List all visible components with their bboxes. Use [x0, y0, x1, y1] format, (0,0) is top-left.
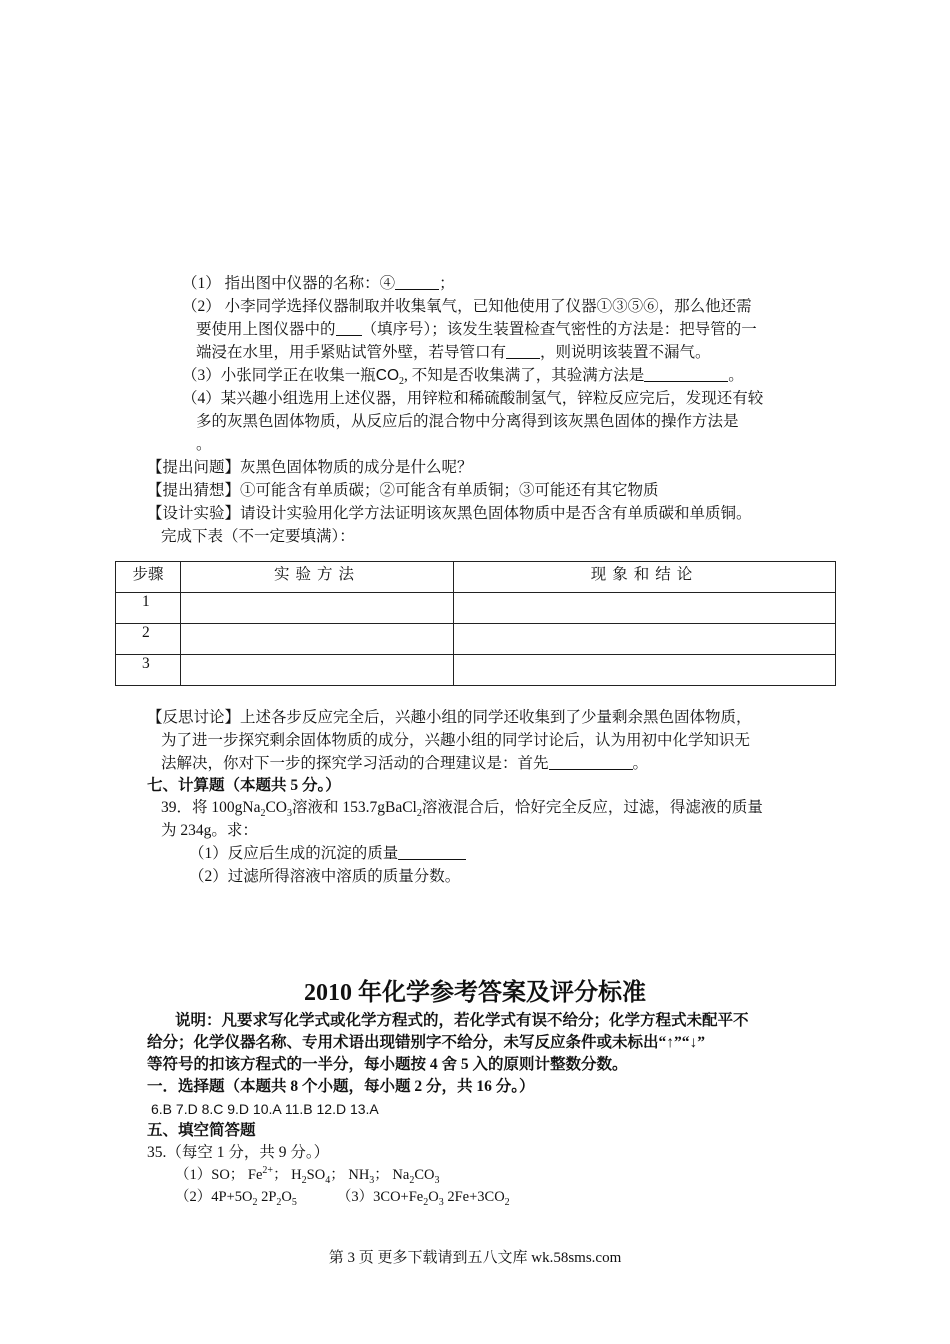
inquiry-question: 【提出问题】灰黑色固体物质的成分是什么呢？	[147, 459, 473, 476]
question-35-answer-1: （1）SO； $Fe^{2+}$； $H_2SO_4$； $NH_3$； $Na_2CO_3$	[175, 1165, 440, 1186]
step-number: 3	[116, 655, 181, 686]
question-39-line2: 为 234g。求：	[161, 822, 258, 839]
question-4-line3: 。	[196, 436, 212, 453]
inquiry-hypothesis: 【提出猜想】①可能含有单质碳；②可能含有单质铜；③可能还有其它物质	[147, 482, 659, 499]
answer-blank	[549, 754, 633, 770]
column-header-step: 步骤	[116, 562, 181, 593]
experiment-table	[115, 561, 836, 686]
question-3: （3）小张同学正在收集一瓶$CO_2$, 不知是否收集满了，其验满方法是 。	[182, 367, 744, 388]
answer-blank	[506, 343, 540, 359]
result-cell[interactable]	[454, 624, 836, 655]
table-row	[116, 593, 836, 624]
question-35-note: 35.（每空 1 分，共 9 分。）	[147, 1144, 330, 1161]
table-row	[116, 624, 836, 655]
answer-blank	[398, 844, 466, 860]
question-4-line2: 多的灰黑色固体物质，从反应后的混合物中分离得到该灰黑色固体的操作方法是	[196, 413, 739, 430]
result-cell[interactable]	[454, 655, 836, 686]
method-cell[interactable]	[181, 593, 454, 624]
column-header-method: 实验方法	[181, 562, 454, 593]
question-35-answer-2: $(2)4P+5O_2$ $2P_2O_5$ $(3)3CO+Fe_2O_3$ $2Fe+3CO_2$	[175, 1189, 510, 1208]
answer-blank	[644, 366, 728, 382]
answer-note-line1: 说明：凡要求写化学式或化学方程式的，若化学式有误不给分；化学方程式未配平不	[175, 1012, 749, 1029]
reflection-line2: 为了进一步探究剩余固体物质的成分，兴趣小组的同学讨论后，认为用初中化学知识无	[161, 732, 751, 749]
question-39-sub1: （1）反应后生成的沉淀的质量	[189, 844, 466, 864]
column-header-result: 现象和结论	[454, 562, 836, 593]
inquiry-design-note: 完成下表（不一定要填满）：	[161, 528, 355, 545]
inquiry-design: 【设计实验】请设计实验用化学方法证明该灰黑色固体物质中是否含有单质碳和单质铜。	[147, 505, 752, 522]
answer-note-line2: 给分；化学仪器名称、专用术语出现错别字不给分，未写反应条件或未标出“↑”“↓”	[147, 1034, 706, 1051]
method-cell[interactable]	[181, 624, 454, 655]
page-footer: 第 3 页 更多下载请到五八文库 wk.58sms.com	[328, 1250, 622, 1266]
question-2-line3: 端浸在水里，用手紧贴试管外壁，若导管口有 ，则说明该装置不漏气。	[196, 344, 711, 361]
result-cell[interactable]	[454, 593, 836, 624]
table-row	[116, 655, 836, 686]
table-header-row	[116, 562, 836, 593]
method-cell[interactable]	[181, 655, 454, 686]
reflection-line1: 【反思讨论】上述各步反应完全后，兴趣小组的同学还收集到了少量剩余黑色固体物质，	[147, 709, 752, 726]
reflection-line3: 法解决，你对下一步的探究学习活动的合理建议是：首先 。	[161, 755, 649, 772]
answer-note-line3: 等符号的扣该方程式的一半分，每小题按 4 舍 5 入的原则计整数分数。	[147, 1056, 628, 1073]
multiple-choice-answers: 6.B 7.D 8.C 9.D 10.A 11.B 12.D 13.A	[151, 1101, 379, 1117]
question-39: 39．将 $100gNa_2CO_3$溶液和 153.7gBaCl$_2$溶液混合后，恰好完全反应，过滤，得滤液的质量	[161, 799, 763, 820]
question-1: （1） 指出图中仪器的名称：④ ；	[182, 275, 455, 292]
question-2-line2: 要使用上图仪器中的 （填序号）；该发生装置检查气密性的方法是：把导管的一	[196, 321, 757, 338]
question-39-sub2: （2）过滤所得溶液中溶质的质量分数。	[189, 868, 461, 885]
question-4-line1: （4）某兴趣小组选用上述仪器，用锌粒和稀硫酸制氢气，锌粒反应完后，发现还有较	[182, 390, 764, 407]
fill-in-heading: 五、填空简答题	[147, 1122, 256, 1139]
step-number: 2	[116, 624, 181, 655]
answer-blank	[336, 320, 362, 336]
multiple-choice-heading: 一．选择题（本题共 8 个小题，每小题 2 分，共 16 分。）	[147, 1078, 535, 1095]
answer-key-title: 2010 年化学参考答案及评分标准	[304, 980, 646, 1006]
answer-blank	[395, 274, 439, 290]
question-2-line1: （2） 小李同学选择仪器制取并收集氧气，已知他使用了仪器①③⑤⑥，那么他还需	[182, 298, 752, 315]
step-number: 1	[116, 593, 181, 624]
section-7-heading: 七、计算题（本题共 5 分。）	[147, 777, 341, 794]
